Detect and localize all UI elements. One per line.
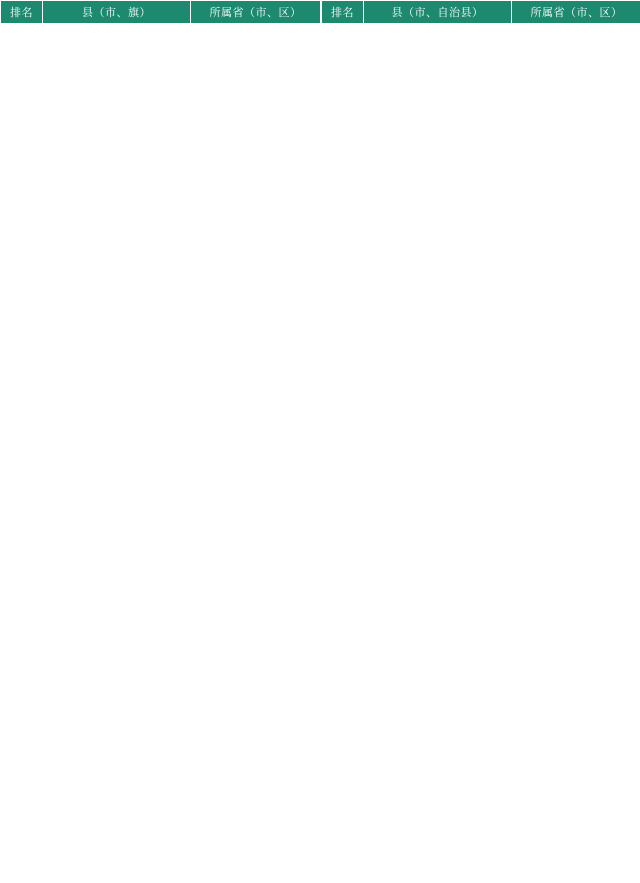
column-header-rank: 排名 [322, 1, 364, 24]
column-header-rank: 排名 [1, 1, 43, 24]
column-header-county: 县（市、旗） [43, 1, 191, 24]
table-header-row [322, 1, 640, 24]
table-header-row [1, 1, 321, 24]
right-ranking-table [321, 0, 640, 883]
column-header-county: 县（市、自治县） [364, 1, 512, 24]
column-header-province: 所属省（市、区） [512, 1, 640, 24]
column-header-province: 所属省（市、区） [191, 1, 321, 24]
left-table-body [1, 24, 321, 883]
right-table-body [322, 24, 640, 883]
